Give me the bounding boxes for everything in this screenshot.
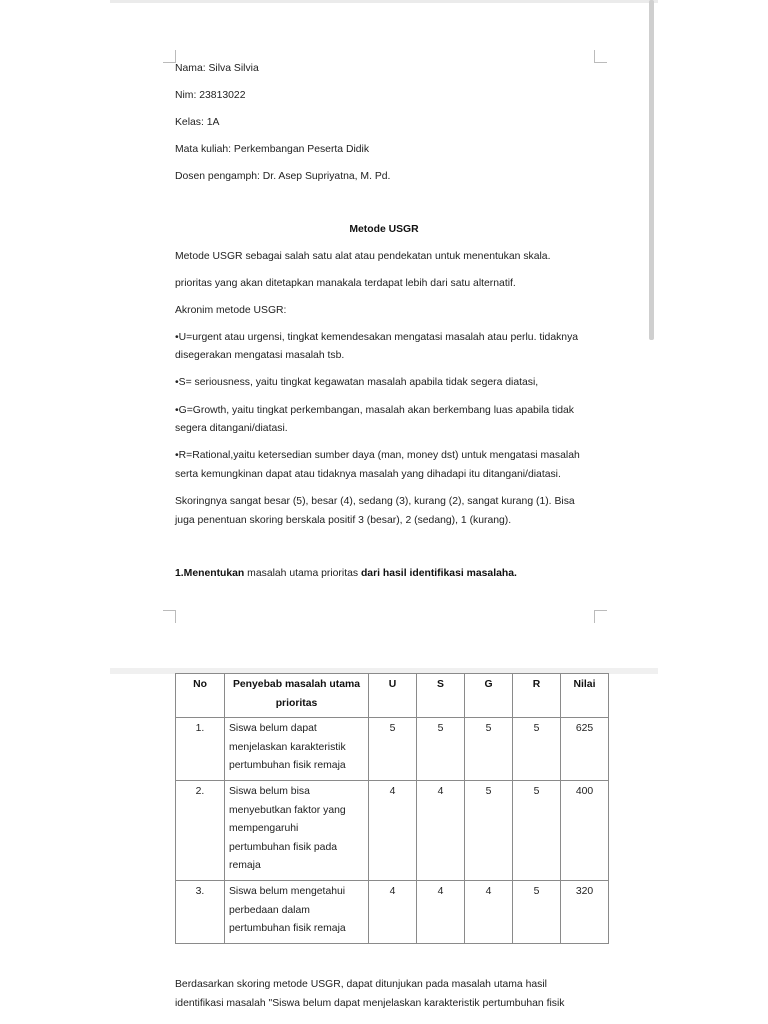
- cell-u: 4: [369, 780, 417, 880]
- cell-cause-line: menjelaskan karakteristik: [229, 741, 346, 753]
- cell-s: 4: [417, 780, 465, 880]
- cell-r: 5: [513, 780, 561, 880]
- cell-s: 4: [417, 880, 465, 943]
- rational-line-1: •R=Rational,yaitu ketersedian sumber daya (man, money dst) untuk mengatasi masalah: [175, 450, 580, 461]
- scoring-line-1: Skoringnya sangat besar (5), besar (4), sedang (3), kurang (2), sangat kurang (1). Bisa: [175, 496, 575, 507]
- rational-line-2: serta kemungkinan dapat atau tidaknya masalah yang dihadapi itu ditangani/diatasi.: [175, 469, 561, 480]
- cell-cause-line: pertumbuhan fisik remaja: [229, 760, 346, 772]
- cell-r: 5: [513, 880, 561, 943]
- seriousness-line: •S= seriousness, yaitu tingkat kegawatan masalah apabila tidak segera diatasi,: [175, 377, 539, 388]
- table-row: [176, 780, 609, 880]
- section-heading-part-2: masalah utama prioritas: [244, 568, 361, 579]
- acronym-heading: Akronim metode USGR:: [175, 305, 287, 316]
- cell-nilai: 320: [561, 880, 609, 943]
- header-u: U: [369, 674, 417, 718]
- student-nim: Nim: 23813022: [175, 90, 246, 101]
- margin-corner-top-right: [594, 50, 607, 63]
- header-r: R: [513, 674, 561, 718]
- cell-cause-line: pertumbuhan fisik pada: [229, 841, 338, 853]
- cell-no: 2.: [176, 780, 225, 880]
- header-s: S: [417, 674, 465, 718]
- section-heading: [175, 565, 517, 583]
- lecturer-name: Dosen pengamph: Dr. Asep Supriyatna, M. Pd.: [175, 171, 391, 182]
- cell-cause-line: menyebutkan faktor yang: [229, 804, 346, 816]
- cell-cause: [225, 780, 369, 880]
- header-no: No: [176, 674, 225, 718]
- intro-line-2: prioritas yang akan ditetapkan manakala terdapat lebih dari satu alternatif.: [175, 278, 516, 289]
- cell-no: 3.: [176, 880, 225, 943]
- cell-cause-line: Siswa belum dapat: [229, 723, 317, 735]
- section-heading-part-3: dari hasil identifikasi masalaha.: [360, 568, 517, 579]
- cell-cause-line: pertumbuhan fisik remaja: [229, 923, 346, 935]
- table-row: [176, 718, 609, 781]
- cell-g: 4: [465, 880, 513, 943]
- urgent-line-1: •U=urgent atau urgensi, tingkat kemendesakan mengatasi masalah atau perlu. tidaknya: [175, 332, 579, 343]
- growth-line-1: •G=Growth, yaitu tingkat perkembangan, masalah akan berkembang luas apabila tidak: [175, 405, 575, 416]
- cell-cause-line: mempengaruhi: [229, 823, 299, 835]
- page-top-edge: [110, 0, 658, 3]
- usgr-table: [175, 673, 609, 944]
- scoring-line-2: juga penentuan skoring berskala positif 3 (besar), 2 (sedang), 1 (kurang).: [175, 515, 512, 526]
- table-header-row: [176, 674, 609, 718]
- vertical-scrollbar[interactable]: [649, 0, 654, 340]
- cell-no: 1.: [176, 718, 225, 781]
- conclusion-line-2: identifikasi masalah "Siswa belum dapat menjelaskan karakteristik pertumbuhan fisik: [175, 998, 565, 1009]
- cell-cause: [225, 880, 369, 943]
- header-nilai: Nilai: [561, 674, 609, 718]
- header-cause: [225, 674, 369, 718]
- cell-nilai: 625: [561, 718, 609, 781]
- cell-u: 5: [369, 718, 417, 781]
- cell-cause-line: remaja: [229, 860, 261, 872]
- cell-u: 4: [369, 880, 417, 943]
- header-cause-line-1: Penyebab masalah utama: [232, 679, 361, 690]
- table-row: [176, 880, 609, 943]
- cell-cause-line: Siswa belum bisa: [229, 785, 310, 797]
- cell-cause: [225, 718, 369, 781]
- urgent-line-2: disegerakan mengatasi masalah tsb.: [175, 350, 345, 361]
- growth-line-2: segera ditangani/diatasi.: [175, 423, 288, 434]
- student-class: Kelas: 1A: [175, 117, 220, 128]
- cell-g: 5: [465, 718, 513, 781]
- intro-line-1: Metode USGR sebagai salah satu alat atau pendekatan untuk menentukan skala.: [175, 251, 551, 262]
- header-cause-line-2: prioritas: [275, 697, 318, 709]
- cell-cause-line: Siswa belum mengetahui: [229, 885, 346, 897]
- document-title: Metode USGR: [349, 224, 419, 235]
- header-g: G: [465, 674, 513, 718]
- cell-g: 5: [465, 780, 513, 880]
- course-name: Mata kuliah: Perkembangan Peserta Didik: [175, 144, 370, 155]
- conclusion-line-1: Berdasarkan skoring metode USGR, dapat ditunjukan pada masalah utama hasil: [175, 979, 547, 990]
- student-name: Nama: Silva Silvia: [175, 63, 259, 74]
- section-heading-part-1: 1.Menentukan: [175, 568, 245, 579]
- cell-r: 5: [513, 718, 561, 781]
- margin-corner-bottom-right: [594, 610, 607, 623]
- cell-cause-line: perbedaan dalam: [229, 904, 310, 916]
- margin-corner-bottom-left: [163, 610, 176, 623]
- cell-s: 5: [417, 718, 465, 781]
- cell-nilai: 400: [561, 780, 609, 880]
